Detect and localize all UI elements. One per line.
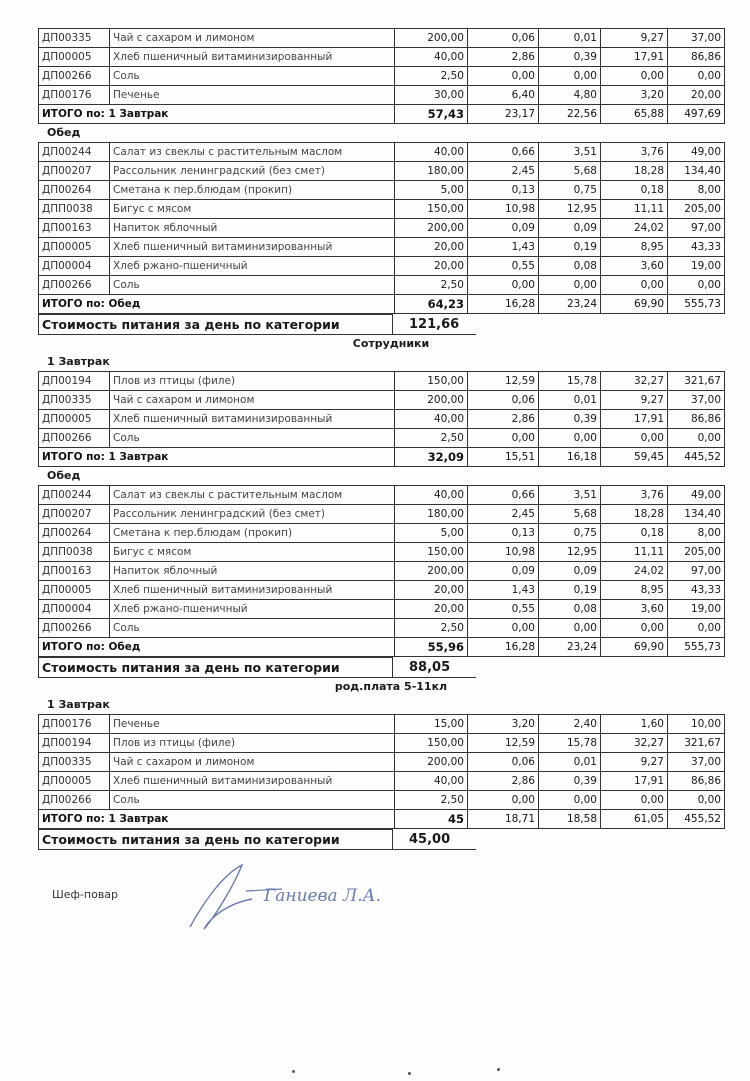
table-row [39, 48, 725, 67]
table-row [39, 257, 725, 276]
item-protein: 0,55 [468, 257, 539, 276]
item-name: Рассольник ленинградский (без смет) [110, 505, 395, 524]
cost-label: Стоимость питания за день по категории [39, 830, 393, 850]
item-fat: 0,75 [539, 181, 601, 200]
item-fat: 0,39 [539, 48, 601, 67]
item-code: ДП00335 [39, 391, 110, 410]
item-code: ДП00005 [39, 48, 110, 67]
section3-cost [38, 829, 704, 850]
item-carbs: 11,11 [601, 200, 668, 219]
item-protein: 10,98 [468, 543, 539, 562]
item-weight: 150,00 [395, 372, 468, 391]
item-weight: 200,00 [395, 562, 468, 581]
item-kcal: 19,00 [668, 600, 725, 619]
item-name: Плов из птицы (филе) [110, 372, 395, 391]
item-code: ДП00264 [39, 524, 110, 543]
item-fat: 3,51 [539, 486, 601, 505]
item-protein: 3,20 [468, 715, 539, 734]
scan-dot [497, 1068, 500, 1071]
item-kcal: 49,00 [668, 486, 725, 505]
item-protein: 0,13 [468, 181, 539, 200]
item-name: Хлеб пшеничный витаминизированный [110, 48, 395, 67]
table-row [39, 372, 725, 391]
item-kcal: 97,00 [668, 219, 725, 238]
item-protein: 0,00 [468, 67, 539, 86]
item-fat: 0,00 [539, 619, 601, 638]
section1-lunch-table [38, 142, 725, 314]
total-protein: 15,51 [468, 448, 539, 467]
item-kcal: 10,00 [668, 715, 725, 734]
item-fat: 0,00 [539, 791, 601, 810]
item-name: Хлеб ржано-пшеничный [110, 600, 395, 619]
item-protein: 1,43 [468, 581, 539, 600]
table-row [39, 486, 725, 505]
item-fat: 0,08 [539, 600, 601, 619]
item-carbs: 3,20 [601, 86, 668, 105]
item-kcal: 37,00 [668, 391, 725, 410]
item-protein: 0,00 [468, 429, 539, 448]
section3-breakfast-total [39, 810, 725, 829]
item-kcal: 134,40 [668, 162, 725, 181]
table-row [39, 429, 725, 448]
item-carbs: 17,91 [601, 410, 668, 429]
item-code: ДП00004 [39, 257, 110, 276]
scan-dot [292, 1070, 295, 1073]
item-protein: 2,86 [468, 772, 539, 791]
item-kcal: 0,00 [668, 791, 725, 810]
item-carbs: 1,60 [601, 715, 668, 734]
item-code: ДП00266 [39, 276, 110, 295]
cost-label: Стоимость питания за день по категории [39, 658, 393, 678]
table-row [39, 543, 725, 562]
cost-label: Стоимость питания за день по категории [39, 315, 393, 335]
item-fat: 0,39 [539, 410, 601, 429]
section2-lunch-title: Обед [47, 469, 81, 482]
item-code: ДПП0038 [39, 200, 110, 219]
item-weight: 40,00 [395, 486, 468, 505]
item-kcal: 43,33 [668, 581, 725, 600]
item-carbs: 18,28 [601, 162, 668, 181]
item-code: ДП00176 [39, 86, 110, 105]
item-carbs: 9,27 [601, 753, 668, 772]
item-kcal: 0,00 [668, 429, 725, 448]
item-carbs: 9,27 [601, 391, 668, 410]
table-row [39, 505, 725, 524]
item-fat: 0,09 [539, 219, 601, 238]
item-weight: 40,00 [395, 48, 468, 67]
item-weight: 150,00 [395, 200, 468, 219]
section3-breakfast-table [38, 714, 725, 829]
item-name: Бигус с мясом [110, 200, 395, 219]
item-kcal: 0,00 [668, 619, 725, 638]
section1-breakfast-total [39, 105, 725, 124]
item-code: ДП00163 [39, 562, 110, 581]
item-protein: 0,06 [468, 391, 539, 410]
table-row [39, 600, 725, 619]
item-protein: 2,45 [468, 505, 539, 524]
item-name: Хлеб пшеничный витаминизированный [110, 772, 395, 791]
item-fat: 0,39 [539, 772, 601, 791]
item-weight: 20,00 [395, 238, 468, 257]
item-protein: 0,00 [468, 619, 539, 638]
item-weight: 20,00 [395, 257, 468, 276]
item-code: ДП00176 [39, 715, 110, 734]
table-row [39, 276, 725, 295]
table-row [39, 238, 725, 257]
total-fat: 18,58 [539, 810, 601, 829]
item-fat: 0,09 [539, 562, 601, 581]
item-protein: 0,09 [468, 219, 539, 238]
item-weight: 40,00 [395, 143, 468, 162]
item-weight: 2,50 [395, 791, 468, 810]
total-label: ИТОГО по: 1 Завтрак [39, 448, 395, 467]
item-carbs: 17,91 [601, 772, 668, 791]
item-code: ДП00266 [39, 67, 110, 86]
item-protein: 0,66 [468, 486, 539, 505]
item-carbs: 18,28 [601, 505, 668, 524]
item-weight: 20,00 [395, 600, 468, 619]
item-kcal: 8,00 [668, 524, 725, 543]
item-fat: 0,00 [539, 429, 601, 448]
section2-breakfast-table [38, 371, 725, 467]
total-kcal: 497,69 [668, 105, 725, 124]
table-row [39, 524, 725, 543]
item-fat: 15,78 [539, 372, 601, 391]
item-fat: 0,01 [539, 29, 601, 48]
total-fat: 22,56 [539, 105, 601, 124]
item-weight: 2,50 [395, 67, 468, 86]
item-kcal: 205,00 [668, 200, 725, 219]
item-weight: 40,00 [395, 772, 468, 791]
item-code: ДП00005 [39, 410, 110, 429]
total-kcal: 555,73 [668, 638, 725, 657]
item-kcal: 19,00 [668, 257, 725, 276]
cost-value: 121,66 [393, 315, 477, 335]
item-protein: 12,59 [468, 372, 539, 391]
item-fat: 12,95 [539, 543, 601, 562]
section1-cost [38, 314, 704, 335]
item-code: ДП00194 [39, 372, 110, 391]
total-carbs: 65,88 [601, 105, 668, 124]
item-fat: 5,68 [539, 162, 601, 181]
item-protein: 0,06 [468, 753, 539, 772]
item-carbs: 0,00 [601, 67, 668, 86]
section2-lunch-total [39, 638, 725, 657]
table-row [39, 29, 725, 48]
item-name: Напиток яблочный [110, 562, 395, 581]
total-weight: 45 [395, 810, 468, 829]
total-protein: 18,71 [468, 810, 539, 829]
item-name: Соль [110, 67, 395, 86]
item-kcal: 86,86 [668, 772, 725, 791]
item-kcal: 49,00 [668, 143, 725, 162]
item-code: ДП00335 [39, 29, 110, 48]
total-protein: 16,28 [468, 295, 539, 314]
total-protein: 16,28 [468, 638, 539, 657]
item-protein: 2,45 [468, 162, 539, 181]
item-fat: 2,40 [539, 715, 601, 734]
item-name: Салат из свеклы с растительным маслом [110, 143, 395, 162]
table-row [39, 86, 725, 105]
item-protein: 0,00 [468, 276, 539, 295]
item-name: Плов из птицы (филе) [110, 734, 395, 753]
item-carbs: 0,00 [601, 791, 668, 810]
item-carbs: 3,60 [601, 257, 668, 276]
total-fat: 23,24 [539, 638, 601, 657]
section1-lunch-total [39, 295, 725, 314]
item-weight: 150,00 [395, 734, 468, 753]
item-name: Соль [110, 429, 395, 448]
item-carbs: 8,95 [601, 581, 668, 600]
item-kcal: 86,86 [668, 410, 725, 429]
item-fat: 0,01 [539, 391, 601, 410]
item-carbs: 32,27 [601, 372, 668, 391]
item-code: ДП00244 [39, 143, 110, 162]
section3-breakfast-title: 1 Завтрак [47, 698, 110, 711]
item-fat: 12,95 [539, 200, 601, 219]
item-code: ДП00264 [39, 181, 110, 200]
item-weight: 5,00 [395, 524, 468, 543]
item-carbs: 0,00 [601, 619, 668, 638]
item-name: Сметана к пер.блюдам (прокип) [110, 524, 395, 543]
item-protein: 1,43 [468, 238, 539, 257]
item-fat: 0,01 [539, 753, 601, 772]
chef-label: Шеф-повар [52, 888, 119, 901]
item-code: ДПП0038 [39, 543, 110, 562]
item-name: Хлеб пшеничный витаминизированный [110, 581, 395, 600]
item-weight: 2,50 [395, 619, 468, 638]
item-kcal: 20,00 [668, 86, 725, 105]
item-carbs: 9,27 [601, 29, 668, 48]
item-name: Хлеб ржано-пшеничный [110, 257, 395, 276]
table-row [39, 143, 725, 162]
item-kcal: 97,00 [668, 562, 725, 581]
item-name: Соль [110, 791, 395, 810]
total-label: ИТОГО по: Обед [39, 295, 395, 314]
item-fat: 4,80 [539, 86, 601, 105]
item-protein: 2,86 [468, 48, 539, 67]
table-row [39, 391, 725, 410]
table-row [39, 562, 725, 581]
item-weight: 30,00 [395, 86, 468, 105]
item-protein: 0,66 [468, 143, 539, 162]
item-code: ДП00207 [39, 162, 110, 181]
section3-category-title: род.плата 5-11кл [334, 680, 448, 693]
signature-text: Ганиева Л.А. [264, 886, 381, 906]
item-protein: 0,13 [468, 524, 539, 543]
item-code: ДП00194 [39, 734, 110, 753]
item-name: Чай с сахаром и лимоном [110, 391, 395, 410]
item-weight: 180,00 [395, 162, 468, 181]
item-name: Салат из свеклы с растительным маслом [110, 486, 395, 505]
total-carbs: 69,90 [601, 295, 668, 314]
item-fat: 15,78 [539, 734, 601, 753]
item-name: Хлеб пшеничный витаминизированный [110, 238, 395, 257]
item-kcal: 205,00 [668, 543, 725, 562]
scan-dot [408, 1072, 411, 1075]
item-protein: 0,00 [468, 791, 539, 810]
table-row [39, 734, 725, 753]
item-kcal: 0,00 [668, 276, 725, 295]
item-name: Рассольник ленинградский (без смет) [110, 162, 395, 181]
item-name: Хлеб пшеничный витаминизированный [110, 410, 395, 429]
item-weight: 200,00 [395, 219, 468, 238]
total-weight: 57,43 [395, 105, 468, 124]
item-fat: 5,68 [539, 505, 601, 524]
item-name: Чай с сахаром и лимоном [110, 753, 395, 772]
item-carbs: 32,27 [601, 734, 668, 753]
item-name: Печенье [110, 86, 395, 105]
section2-lunch-table [38, 485, 725, 657]
total-weight: 55,96 [395, 638, 468, 657]
section1-lunch-title: Обед [47, 126, 81, 139]
item-carbs: 8,95 [601, 238, 668, 257]
item-weight: 5,00 [395, 181, 468, 200]
item-carbs: 17,91 [601, 48, 668, 67]
cost-value: 88,05 [393, 658, 477, 678]
item-name: Сметана к пер.блюдам (прокип) [110, 181, 395, 200]
table-row [39, 219, 725, 238]
item-name: Бигус с мясом [110, 543, 395, 562]
table-row [39, 715, 725, 734]
item-fat: 0,75 [539, 524, 601, 543]
item-code: ДП00004 [39, 600, 110, 619]
table-row [39, 791, 725, 810]
item-fat: 0,00 [539, 67, 601, 86]
item-carbs: 11,11 [601, 543, 668, 562]
item-protein: 0,09 [468, 562, 539, 581]
item-fat: 3,51 [539, 143, 601, 162]
item-carbs: 24,02 [601, 219, 668, 238]
item-weight: 2,50 [395, 429, 468, 448]
table-row [39, 200, 725, 219]
menu-sheet [38, 28, 721, 850]
item-name: Печенье [110, 715, 395, 734]
item-carbs: 0,00 [601, 429, 668, 448]
item-code: ДП00335 [39, 753, 110, 772]
item-protein: 12,59 [468, 734, 539, 753]
item-code: ДП00163 [39, 219, 110, 238]
total-carbs: 59,45 [601, 448, 668, 467]
item-carbs: 0,18 [601, 524, 668, 543]
item-name: Напиток яблочный [110, 219, 395, 238]
item-fat: 0,19 [539, 238, 601, 257]
item-fat: 0,19 [539, 581, 601, 600]
section2-cost [38, 657, 704, 678]
item-protein: 10,98 [468, 200, 539, 219]
item-weight: 150,00 [395, 543, 468, 562]
item-carbs: 0,00 [601, 276, 668, 295]
table-row [39, 772, 725, 791]
total-kcal: 555,73 [668, 295, 725, 314]
item-fat: 0,08 [539, 257, 601, 276]
item-carbs: 0,18 [601, 181, 668, 200]
item-code: ДП00005 [39, 238, 110, 257]
item-kcal: 0,00 [668, 67, 725, 86]
item-code: ДП00207 [39, 505, 110, 524]
total-label: ИТОГО по: 1 Завтрак [39, 105, 395, 124]
table-row [39, 753, 725, 772]
item-protein: 0,55 [468, 600, 539, 619]
total-carbs: 69,90 [601, 638, 668, 657]
item-weight: 200,00 [395, 391, 468, 410]
item-code: ДП00244 [39, 486, 110, 505]
item-weight: 2,50 [395, 276, 468, 295]
total-carbs: 61,05 [601, 810, 668, 829]
item-kcal: 321,67 [668, 372, 725, 391]
item-weight: 40,00 [395, 410, 468, 429]
item-carbs: 24,02 [601, 562, 668, 581]
total-label: ИТОГО по: 1 Завтрак [39, 810, 395, 829]
table-row [39, 619, 725, 638]
item-kcal: 321,67 [668, 734, 725, 753]
item-code: ДП00005 [39, 581, 110, 600]
item-code: ДП00266 [39, 791, 110, 810]
item-code: ДП00005 [39, 772, 110, 791]
item-carbs: 3,60 [601, 600, 668, 619]
item-carbs: 3,76 [601, 486, 668, 505]
section1-breakfast-table [38, 28, 725, 124]
item-carbs: 3,76 [601, 143, 668, 162]
item-kcal: 37,00 [668, 29, 725, 48]
total-fat: 16,18 [539, 448, 601, 467]
total-kcal: 455,52 [668, 810, 725, 829]
item-kcal: 43,33 [668, 238, 725, 257]
cost-value: 45,00 [393, 830, 477, 850]
item-code: ДП00266 [39, 429, 110, 448]
item-kcal: 86,86 [668, 48, 725, 67]
item-name: Чай с сахаром и лимоном [110, 29, 395, 48]
item-code: ДП00266 [39, 619, 110, 638]
section2-breakfast-title: 1 Завтрак [47, 355, 110, 368]
section2-breakfast-total [39, 448, 725, 467]
table-row [39, 410, 725, 429]
item-weight: 200,00 [395, 753, 468, 772]
table-row [39, 162, 725, 181]
item-weight: 20,00 [395, 581, 468, 600]
item-name: Соль [110, 276, 395, 295]
total-kcal: 445,52 [668, 448, 725, 467]
chef-signature [182, 855, 382, 935]
item-protein: 2,86 [468, 410, 539, 429]
table-row [39, 581, 725, 600]
item-weight: 200,00 [395, 29, 468, 48]
total-weight: 32,09 [395, 448, 468, 467]
item-weight: 15,00 [395, 715, 468, 734]
item-weight: 180,00 [395, 505, 468, 524]
item-kcal: 8,00 [668, 181, 725, 200]
total-weight: 64,23 [395, 295, 468, 314]
total-fat: 23,24 [539, 295, 601, 314]
total-label: ИТОГО по: Обед [39, 638, 395, 657]
item-kcal: 134,40 [668, 505, 725, 524]
item-kcal: 37,00 [668, 753, 725, 772]
item-fat: 0,00 [539, 276, 601, 295]
table-row [39, 67, 725, 86]
item-name: Соль [110, 619, 395, 638]
total-protein: 23,17 [468, 105, 539, 124]
table-row [39, 181, 725, 200]
item-protein: 6,40 [468, 86, 539, 105]
section2-category-title: Сотрудники [352, 337, 430, 350]
item-protein: 0,06 [468, 29, 539, 48]
